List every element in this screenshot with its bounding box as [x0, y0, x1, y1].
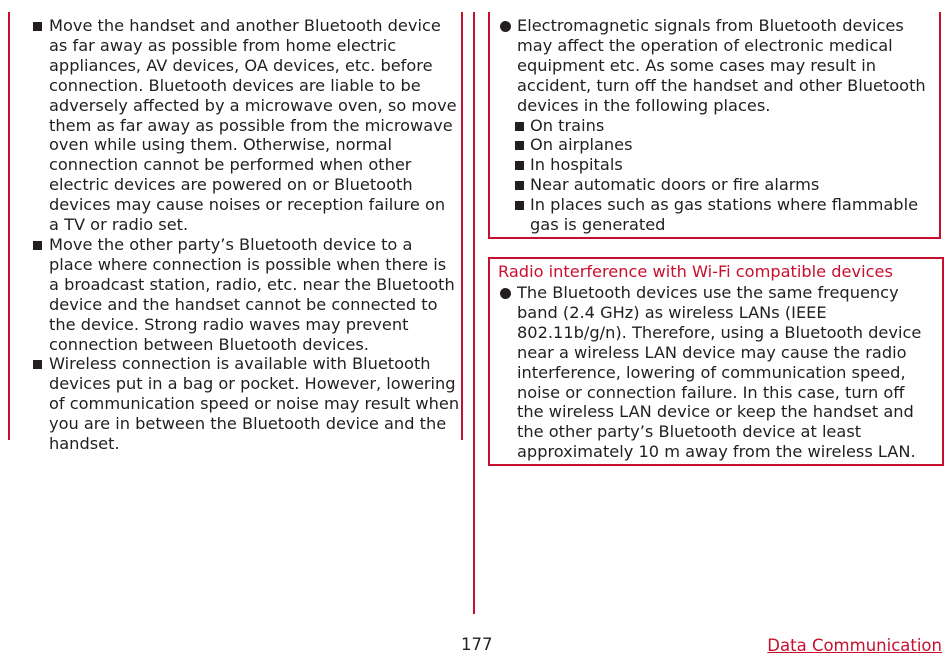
place-item: On airplanes [514, 135, 933, 155]
square-bullet-icon [33, 360, 42, 369]
center-divider-rule [473, 12, 475, 614]
square-bullet-icon [515, 181, 524, 190]
warning-text: Electromagnetic signals from Bluetooth devices may affect the operation of electronic medical equipment etc. As some cases may result in accident, turn off the handset and other Bluetooth devices in the following places. [498, 16, 933, 116]
place-item: In hospitals [514, 155, 933, 175]
left-margin-rule [8, 12, 10, 440]
list-item: Move the other party’s Bluetooth device to a place where connection is possible when there is a broadcast station, radio, etc. near the Bluetooth device and the handset cannot be connected to the device. Strong radio waves may prevent connection between Bluetooth devices. [30, 235, 460, 354]
wifi-interference-text: The Bluetooth devices use the same frequency band (2.4 GHz) as wireless LANs (IEEE 802.11b/g/n). Therefore, using a Bluetooth device near a wireless LAN device may cause the radio interference, lowering of communication speed, noise or connection failure. In this case, turn off the wireless LAN device or keep the handset and the other party’s Bluetooth device at least approximately 10 m away from the wireless LAN. [498, 283, 936, 462]
round-bullet-icon [500, 288, 511, 299]
round-bullet-icon [500, 21, 511, 32]
left-column-rule [461, 12, 463, 440]
place-item: In places such as gas stations where flammable gas is generated [514, 195, 933, 235]
section-link-data-communication[interactable]: Data Communication [767, 636, 942, 655]
square-bullet-icon [515, 201, 524, 210]
left-column [30, 16, 460, 454]
square-bullet-icon [515, 161, 524, 170]
list-item: Wireless connection is available with Bluetooth devices put in a bag or pocket. However, lowering of communication speed or noise may result when you are in between the Bluetooth device and the handset. [30, 354, 460, 454]
list-item: Move the handset and another Bluetooth device as far away as possible from home electric appliances, AV devices, OA devices, etc. before connection. Bluetooth devices are liable to be adversely affected by a microwave oven, so move them as far away as possible from the microwave oven while using them. Otherwise, normal connection cannot be performed when other electric devices are powered on or Bluetooth devices may cause noises or reception failure on a TV or radio set. [30, 16, 460, 235]
place-item: On trains [514, 116, 933, 136]
wifi-interference-box [488, 257, 944, 466]
square-bullet-icon [33, 22, 42, 31]
square-bullet-icon [515, 122, 524, 131]
square-bullet-icon [33, 241, 42, 250]
page-number: 177 [461, 635, 493, 654]
square-bullet-icon [515, 141, 524, 150]
warning-box [488, 12, 941, 239]
section-heading: Radio interference with Wi-Fi compatible devices [498, 262, 893, 281]
place-item: Near automatic doors or fire alarms [514, 175, 933, 195]
